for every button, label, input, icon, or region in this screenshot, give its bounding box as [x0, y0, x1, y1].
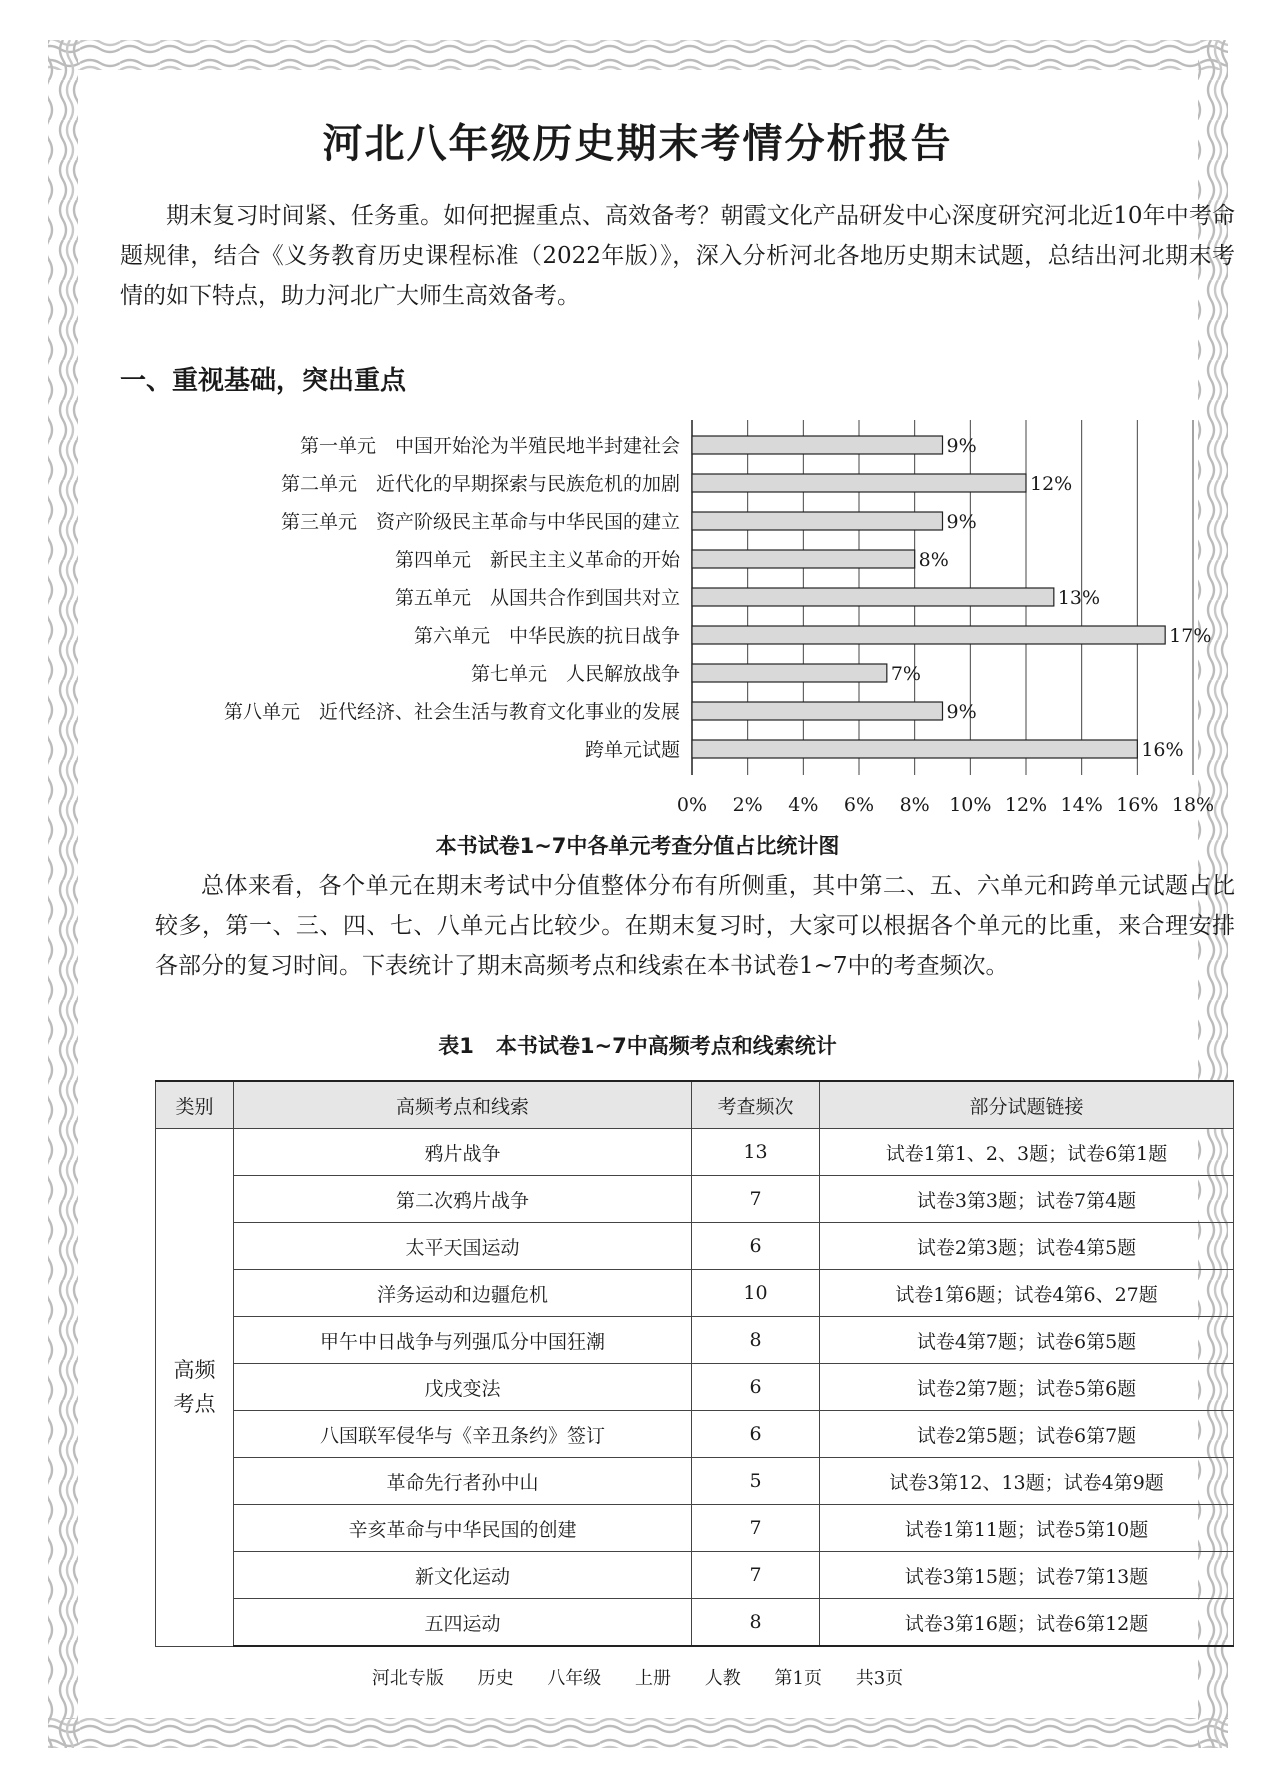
cell-links: 试卷2第3题；试卷4第5题 — [820, 1223, 1234, 1270]
chart-bar — [692, 512, 943, 530]
cell-links: 试卷3第15题；试卷7第13题 — [820, 1552, 1234, 1599]
cell-frequency: 10 — [692, 1270, 820, 1317]
cell-point: 太平天国运动 — [234, 1223, 692, 1270]
cell-links: 试卷1第1、2、3题；试卷6第1题 — [820, 1129, 1234, 1176]
chart-bar — [692, 588, 1054, 606]
page-footer — [0, 1664, 1275, 1690]
table-row — [156, 1317, 1234, 1364]
cell-point: 洋务运动和边疆危机 — [234, 1270, 692, 1317]
chart-value-label: 13% — [1057, 587, 1101, 609]
intro-paragraph: 期末复习时间紧、任务重。如何把握重点、高效备考？朝霞文化产品研发中心深度研究河北近10年中考命题规律，结合《义务教育历史课程标准（2022年版）》，深入分析河北各地历史期末试题，总结出河北期末考情的如下特点，助力河北广大师生高效备考。 — [120, 203, 1235, 309]
chart-bar — [692, 474, 1026, 492]
footer-subject: 历史 — [477, 1668, 514, 1689]
header-links: 部分试题链接 — [820, 1081, 1234, 1129]
chart-caption: 本书试卷1~7中各单元考查分值占比统计图 — [435, 834, 840, 858]
table-row — [156, 1176, 1234, 1223]
cell-point: 鸦片战争 — [234, 1129, 692, 1176]
header-category: 类别 — [156, 1081, 234, 1129]
table-row — [156, 1364, 1234, 1411]
cell-frequency: 7 — [692, 1176, 820, 1223]
table-row — [156, 1223, 1234, 1270]
cell-point: 辛亥革命与中华民国的创建 — [234, 1505, 692, 1552]
chart-category-label: 跨单元试题 — [584, 739, 680, 761]
table-row — [156, 1411, 1234, 1458]
cell-frequency: 5 — [692, 1458, 820, 1505]
table-title: 本书试卷1~7中高频考点和线索统计 — [495, 1034, 837, 1058]
table-row — [156, 1270, 1234, 1317]
chart-value-label: 7% — [890, 663, 921, 685]
cell-links: 试卷3第3题；试卷7第4题 — [820, 1176, 1234, 1223]
cell-frequency: 6 — [692, 1223, 820, 1270]
chart-x-tick-label: 16% — [1116, 794, 1159, 816]
table-row — [156, 1552, 1234, 1599]
cell-links: 试卷1第6题；试卷4第6、27题 — [820, 1270, 1234, 1317]
cell-point: 甲午中日战争与列强瓜分中国狂潮 — [234, 1317, 692, 1364]
page-title: 河北八年级历史期末考情分析报告 — [322, 121, 953, 167]
cell-frequency: 8 — [692, 1599, 820, 1647]
cell-frequency: 6 — [692, 1364, 820, 1411]
chart-value-label: 17% — [1169, 625, 1212, 647]
chart-bar — [692, 740, 1137, 758]
chart-category-label: 第七单元 人民解放战争 — [470, 663, 680, 685]
chart-x-tick-label: 8% — [899, 794, 930, 816]
category-cell — [156, 1129, 234, 1647]
cell-frequency: 7 — [692, 1552, 820, 1599]
cell-links: 试卷2第7题；试卷5第6题 — [820, 1364, 1234, 1411]
cell-links: 试卷3第16题；试卷6第12题 — [820, 1599, 1234, 1647]
chart-x-tick-label: 10% — [949, 794, 992, 816]
category-line: 考点 — [173, 1392, 216, 1417]
chart-category-label: 第六单元 中华民族的抗日战争 — [413, 625, 680, 647]
cell-point: 戊戌变法 — [234, 1364, 692, 1411]
chart-value-label: 12% — [1030, 473, 1073, 495]
cell-point: 第二次鸦片战争 — [234, 1176, 692, 1223]
chart-category-label: 第一单元 中国开始沦为半殖民地半封建社会 — [299, 435, 680, 457]
table-row — [156, 1599, 1234, 1647]
cell-links: 试卷3第12、13题；试卷4第9题 — [820, 1458, 1234, 1505]
footer-page-number: 第1页 — [774, 1668, 822, 1689]
chart-bar — [692, 550, 915, 568]
cell-links: 试卷1第11题；试卷5第10题 — [820, 1505, 1234, 1552]
table-number: 表1 — [438, 1034, 474, 1058]
chart-category-label: 第二单元 近代化的早期探索与民族危机的加剧 — [280, 473, 680, 495]
chart-bar — [692, 702, 943, 720]
cell-frequency: 7 — [692, 1505, 820, 1552]
header-frequency: 考查频次 — [692, 1081, 820, 1129]
cell-point: 新文化运动 — [234, 1552, 692, 1599]
chart-x-tick-label: 18% — [1171, 794, 1215, 816]
footer-publisher: 人教 — [704, 1668, 741, 1689]
unit-score-bar-chart — [120, 420, 1230, 820]
chart-bar — [692, 664, 887, 682]
chart-x-tick-label: 6% — [843, 794, 875, 816]
table-row — [156, 1458, 1234, 1505]
footer-grade: 八年级 — [547, 1668, 602, 1689]
table-caption — [0, 1030, 1275, 1060]
frequency-table — [155, 1080, 1234, 1647]
chart-value-label: 9% — [946, 511, 977, 533]
cell-frequency: 8 — [692, 1317, 820, 1364]
table-row — [156, 1505, 1234, 1552]
chart-x-tick-label: 0% — [676, 794, 708, 816]
footer-page-total: 共3页 — [855, 1668, 904, 1689]
footer-volume: 上册 — [635, 1668, 672, 1689]
cell-frequency: 13 — [692, 1129, 820, 1176]
chart-category-label: 第五单元 从国共合作到国共对立 — [394, 587, 680, 609]
chart-x-tick-label: 14% — [1060, 794, 1103, 816]
cell-links: 试卷4第7题；试卷6第5题 — [820, 1317, 1234, 1364]
chart-bar — [692, 436, 943, 454]
chart-value-label: 9% — [946, 701, 977, 723]
footer-edition: 河北专版 — [371, 1668, 444, 1689]
cell-point: 八国联军侵华与《辛丑条约》签订 — [234, 1411, 692, 1458]
chart-x-tick-label: 2% — [732, 794, 763, 816]
table-row — [156, 1129, 1234, 1176]
chart-value-label: 9% — [946, 435, 977, 457]
cell-frequency: 6 — [692, 1411, 820, 1458]
chart-x-tick-label: 4% — [788, 794, 819, 816]
cell-point: 五四运动 — [234, 1599, 692, 1647]
table-header-row — [156, 1081, 1234, 1129]
chart-x-tick-label: 12% — [1004, 794, 1048, 816]
chart-category-label: 第三单元 资产阶级民主革命与中华民国的建立 — [280, 511, 680, 533]
chart-value-label: 8% — [918, 549, 949, 571]
chart-category-label: 第八单元 近代经济、社会生活与教育文化事业的发展 — [223, 701, 680, 723]
header-point: 高频考点和线索 — [234, 1081, 692, 1129]
cell-links: 试卷2第5题；试卷6第7题 — [820, 1411, 1234, 1458]
chart-value-label: 16% — [1141, 739, 1184, 761]
chart-category-label: 第四单元 新民主主义革命的开始 — [394, 549, 680, 571]
cell-point: 革命先行者孙中山 — [234, 1458, 692, 1505]
analysis-paragraph: 总体来看，各个单元在期末考试中分值整体分布有所侧重，其中第二、五、六单元和跨单元试题占比较多，第一、三、四、七、八单元占比较少。在期末复习时，大家可以根据各个单元的比重，来合理安排各部分的复习时间。下表统计了期末高频考点和线索在本书试卷1~7中的考查频次。 — [155, 873, 1235, 979]
chart-bar — [692, 626, 1165, 644]
category-line: 高频 — [173, 1358, 216, 1383]
section-heading-1: 一、重视基础，突出重点 — [120, 366, 407, 396]
